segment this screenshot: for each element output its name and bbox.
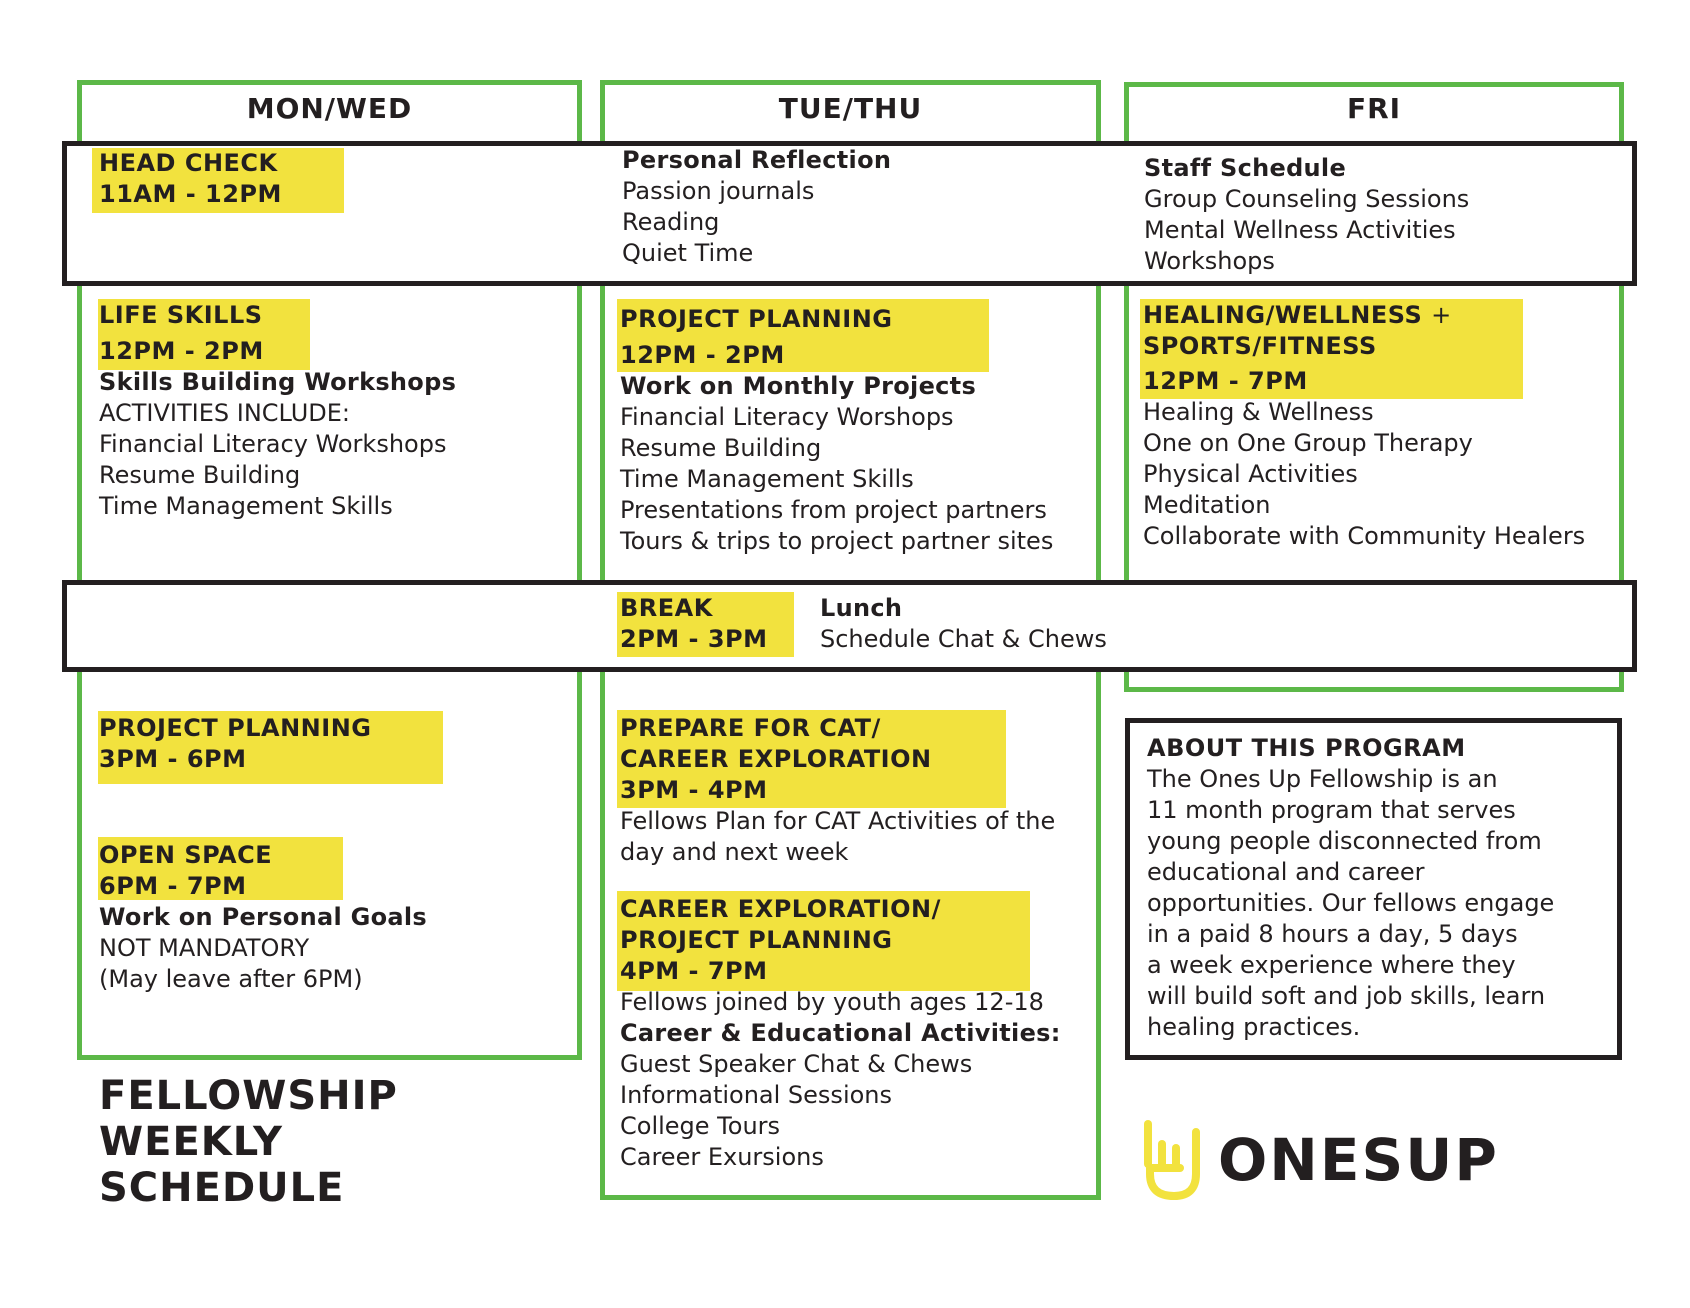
healing-block [1143,300,1585,552]
open-space-block [99,840,427,995]
project-planning-time: 12PM - 2PM [620,341,785,369]
life-skills-time: 12PM - 2PM [99,337,264,365]
healing-title-2: SPORTS/FITNESS [1143,332,1377,360]
open-space-title: OPEN SPACE [99,841,273,869]
staff-item: Group Counseling Sessions [1144,185,1470,213]
life-skills-title: LIFE SKILLS [99,301,263,329]
healing-plus: + [1431,301,1452,329]
career-note: Fellows joined by youth ages 12-18 [620,988,1044,1016]
open-space-item: (May leave after 6PM) [99,965,363,993]
pm-project-block [99,713,371,775]
about-line: young people disconnected from [1147,827,1542,855]
hand-sign-icon [1140,1118,1210,1202]
project-planning-item: Resume Building [620,434,822,462]
about-line: 11 month program that serves [1147,796,1516,824]
head-check-title: HEAD CHECK [99,149,278,177]
staff-block [1144,153,1469,277]
reflection-block [622,145,891,269]
healing-item: Collaborate with Community Healers [1143,522,1586,550]
project-planning-item: Financial Literacy Worshops [620,403,954,431]
header-fri: FRI [1346,92,1402,125]
project-planning-subtitle: Work on Monthly Projects [620,372,977,400]
reflection-item: Reading [622,208,720,236]
break-time: 2PM - 3PM [620,625,768,653]
about-line: will build soft and job skills, learn [1147,982,1546,1010]
project-planning-item: Tours & trips to project partner sites [620,527,1054,555]
project-planning-item: Presentations from project partners [620,496,1047,524]
project-planning-block [620,304,1053,557]
page-title-line: SCHEDULE [99,1165,345,1211]
break-detail: Schedule Chat & Chews [820,625,1107,653]
cat-item: day and next week [620,838,849,866]
career-item: Guest Speaker Chat & Chews [620,1050,973,1078]
career-item: Informational Sessions [620,1081,893,1109]
career-time: 4PM - 7PM [620,957,768,985]
healing-item: One on One Group Therapy [1143,429,1473,457]
about-line: educational and career [1147,858,1425,886]
about-line: opportunities. Our fellows engage [1147,889,1555,917]
pm-project-title: PROJECT PLANNING [99,714,372,742]
life-skills-item: Time Management Skills [99,492,393,520]
career-item: College Tours [620,1112,781,1140]
healing-item: Healing & Wellness [1143,398,1374,426]
page-title-line: WEEKLY [99,1119,283,1165]
healing-item: Meditation [1143,491,1271,519]
about-line: healing practices. [1147,1013,1361,1041]
break-title: BREAK [620,594,713,622]
staff-item: Workshops [1144,247,1275,275]
career-title-2: PROJECT PLANNING [620,926,893,954]
life-skills-block [99,300,456,522]
page-title-line: FELLOWSHIP [99,1073,398,1119]
reflection-title: Personal Reflection [622,146,892,174]
staff-item: Mental Wellness Activities [1144,216,1456,244]
page-title [99,1073,398,1211]
cat-time: 3PM - 4PM [620,776,768,804]
open-space-subtitle: Work on Personal Goals [99,903,428,931]
about-title: ABOUT THIS PROGRAM [1147,734,1466,762]
cat-title-2: CAREER EXPLORATION [620,745,932,773]
staff-title: Staff Schedule [1144,154,1347,182]
cat-block [620,713,1055,868]
healing-item: Physical Activities [1143,460,1358,488]
about-block [1147,733,1554,1043]
life-skills-item: ACTIVITIES INCLUDE: [99,399,351,427]
logo [1140,1118,1640,1208]
header-tue-thu: TUE/THU [778,92,923,125]
about-line: in a paid 8 hours a day, 5 days [1147,920,1518,948]
about-line: The Ones Up Fellowship is an [1147,765,1498,793]
break-subtitle: Lunch [820,594,903,622]
project-planning-title: PROJECT PLANNING [620,305,893,333]
cat-item: Fellows Plan for CAT Activities of the [620,807,1056,835]
about-line: a week experience where they [1147,951,1516,979]
open-space-item: NOT MANDATORY [99,934,310,962]
logo-wordmark: ONESUP [1218,1126,1499,1194]
career-block [620,894,1061,1173]
head-check-time: 11AM - 12PM [99,180,282,208]
healing-title-1: HEALING/WELLNESS [1143,301,1423,329]
life-skills-item: Financial Literacy Workshops [99,430,447,458]
break-info-block [820,593,1107,655]
career-item: Career Exursions [620,1143,824,1171]
open-space-time: 6PM - 7PM [99,872,247,900]
healing-time: 12PM - 7PM [1143,367,1308,395]
career-title-1: CAREER EXPLORATION/ [620,895,941,923]
career-subtitle: Career & Educational Activities: [620,1019,1061,1047]
life-skills-subtitle: Skills Building Workshops [99,368,457,396]
cat-title-1: PREPARE FOR CAT/ [620,714,881,742]
reflection-item: Quiet Time [622,239,754,267]
head-check-block [99,148,282,210]
break-time-block [620,593,768,655]
reflection-item: Passion journals [622,177,815,205]
header-mon-wed: MON/WED [246,92,413,125]
life-skills-item: Resume Building [99,461,301,489]
pm-project-time: 3PM - 6PM [99,745,247,773]
project-planning-item: Time Management Skills [620,465,914,493]
